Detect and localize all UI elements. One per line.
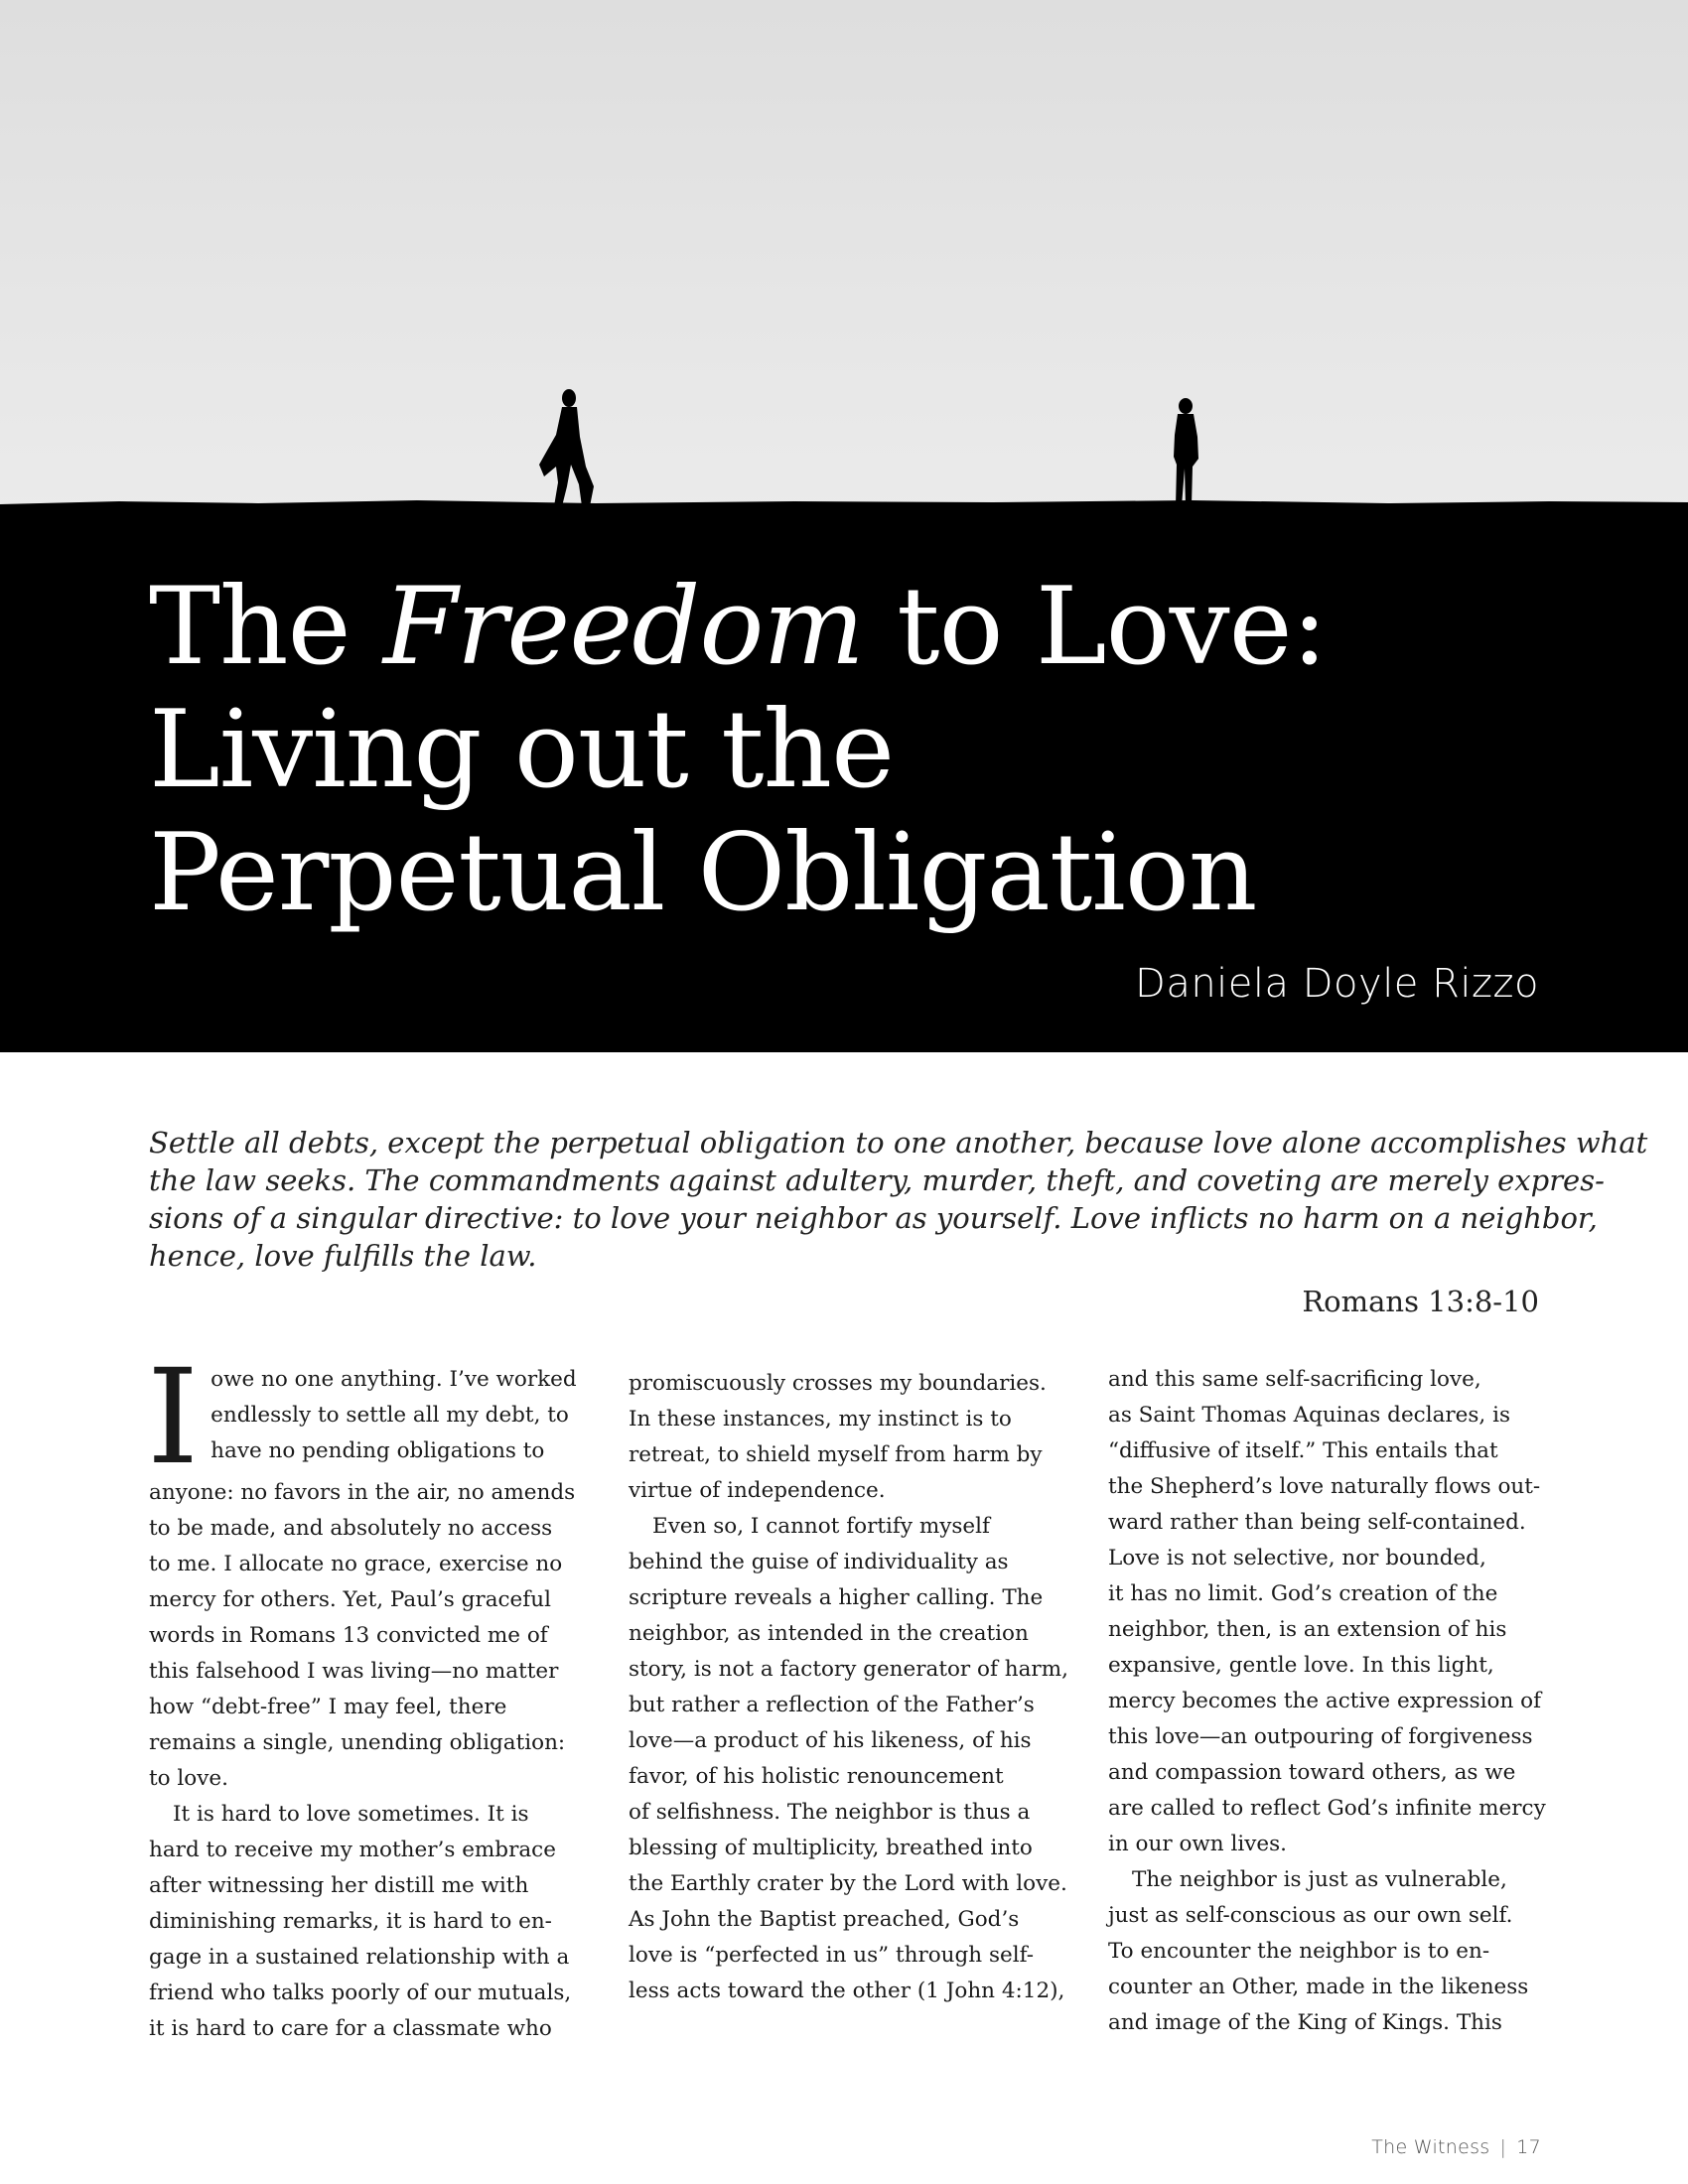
body-column-1 [147,1341,596,2047]
text-line: mercy becomes the active expression of [1108,1689,1542,1713]
text-line: the Earthly crater by the Lord with love. [629,1871,1067,1896]
text-line: this love—an outpouring of forgiveness [1108,1724,1533,1749]
title-line-1 [149,566,1327,689]
publication-name: The Witness [1371,2136,1490,2158]
page-number: 17 [1516,2136,1541,2158]
text-line: endlessly to settle all my debt, to [211,1403,569,1428]
text-line: but rather a reflection of the Father’s [629,1693,1035,1717]
text-line: just as self-conscious as our own self. [1108,1903,1513,1928]
text-line: It is hard to love sometimes. It is [173,1802,529,1827]
text-line: retreat, to shield myself from harm by [629,1442,1043,1467]
text-line: mercy for others. Yet, Paul’s graceful [149,1587,551,1612]
text-line: to be made, and absolutely no access [149,1516,553,1541]
text-line: and this same self-sacrificing love, [1108,1367,1481,1392]
text-line: gage in a sustained relationship with a [149,1945,570,1970]
text-line: anyone: no favors in the air, no amends [149,1480,576,1505]
text-line: diminishing remarks, it is hard to en- [149,1909,552,1934]
text-line: To encounter the neighbor is to en- [1108,1939,1490,1964]
text-line: less acts toward the other (1 John 4:12), [629,1979,1065,2003]
text-line: and compassion toward others, as we [1108,1760,1516,1785]
text-line: counter an Other, made in the likeness [1108,1975,1529,1999]
text-line: of selfishness. The neighbor is thus a [629,1800,1031,1825]
text-line: Love is not selective, nor bounded, [1108,1546,1486,1570]
text-line: after witnessing her distill me with [149,1873,529,1898]
epigraph-line: the law seeks. The commandments against adultery, murder, theft, and coveting are merely expres- [149,1163,1605,1197]
text-line: the Shepherd’s love naturally flows out- [1108,1474,1541,1499]
text-line: story, is not a factory generator of harm, [629,1657,1068,1682]
text-line: ward rather than being self-contained. [1108,1510,1526,1535]
scripture-citation: Romans 13:8-10 [1302,1285,1539,1318]
text-line: behind the guise of individuality as [629,1550,1009,1574]
epigraph-quote [149,1124,1648,1275]
text-line: In these instances, my instinct is to [629,1407,1012,1432]
text-line: how “debt-free” I may feel, there [149,1695,507,1719]
body-column-3 [1108,1362,1555,2041]
article-title [149,566,1327,935]
text-line: friend who talks poorly of our mutuals, [149,1980,572,2005]
text-line: words in Romans 13 convicted me of [149,1623,548,1648]
text-line: hard to receive my mother’s embrace [149,1838,556,1862]
title-part-2: to Love: [863,565,1327,689]
text-line: and image of the King of Kings. This [1108,2010,1502,2035]
footer-separator: | [1499,2136,1507,2158]
text-line: favor, of his holistic renouncement [629,1764,1004,1789]
body-column-2 [629,1366,1075,2009]
title-line-2: Living out the [149,688,895,812]
text-line: blessing of multiplicity, breathed into [629,1836,1033,1860]
title-line-3: Perpetual Obligation [149,811,1257,935]
text-line: expansive, gentle love. In this light, [1108,1653,1494,1678]
text-line: scripture reveals a higher calling. The [629,1585,1044,1610]
text-line: have no pending obligations to [211,1438,545,1463]
text-line: are called to reflect God’s infinite mercy [1108,1796,1546,1821]
epigraph-line: Settle all debts, except the perpetual obligation to one another, because love alone accomplishes what [149,1126,1648,1160]
text-line: love is “perfected in us” through self- [629,1943,1035,1968]
text-line: to love. [149,1766,228,1791]
text-line: this falsehood I was living—no matter [149,1659,559,1684]
epigraph-line: hence, love fulfills the law. [149,1239,537,1273]
author-byline: Daniela Doyle Rizzo [1135,961,1539,1007]
text-line: as Saint Thomas Aquinas declares, is [1108,1403,1511,1428]
drop-cap: I [147,1341,200,1494]
title-emphasis: Freedom [382,565,864,689]
text-line: love—a product of his likeness, of his [629,1728,1032,1753]
text-line: neighbor, then, is an extension of his [1108,1617,1507,1642]
text-line: owe no one anything. I’ve worked [211,1367,577,1392]
text-line: it has no limit. God’s creation of the [1108,1581,1498,1606]
text-line: The neighbor is just as vulnerable, [1132,1867,1507,1892]
text-line: to me. I allocate no grace, exercise no [149,1552,563,1576]
epigraph-line: sions of a singular directive: to love your neighbor as yourself. Love inflicts no harm on a neighbor, [149,1201,1598,1235]
page-footer [1371,2136,1541,2158]
text-line: Even so, I cannot fortify myself [652,1514,990,1539]
text-line: it is hard to care for a classmate who [149,2016,552,2041]
text-line: “diffusive of itself.” This entails that [1108,1438,1498,1463]
text-line: promiscuously crosses my boundaries. [629,1371,1047,1396]
text-line: neighbor, as intended in the creation [629,1621,1029,1646]
text-line: in our own lives. [1108,1832,1287,1856]
text-line: remains a single, unending obligation: [149,1730,566,1755]
sky [0,0,1688,516]
text-line: virtue of independence. [629,1478,886,1503]
text-line: As John the Baptist preached, God’s [629,1907,1020,1932]
title-part-1: The [149,565,383,689]
